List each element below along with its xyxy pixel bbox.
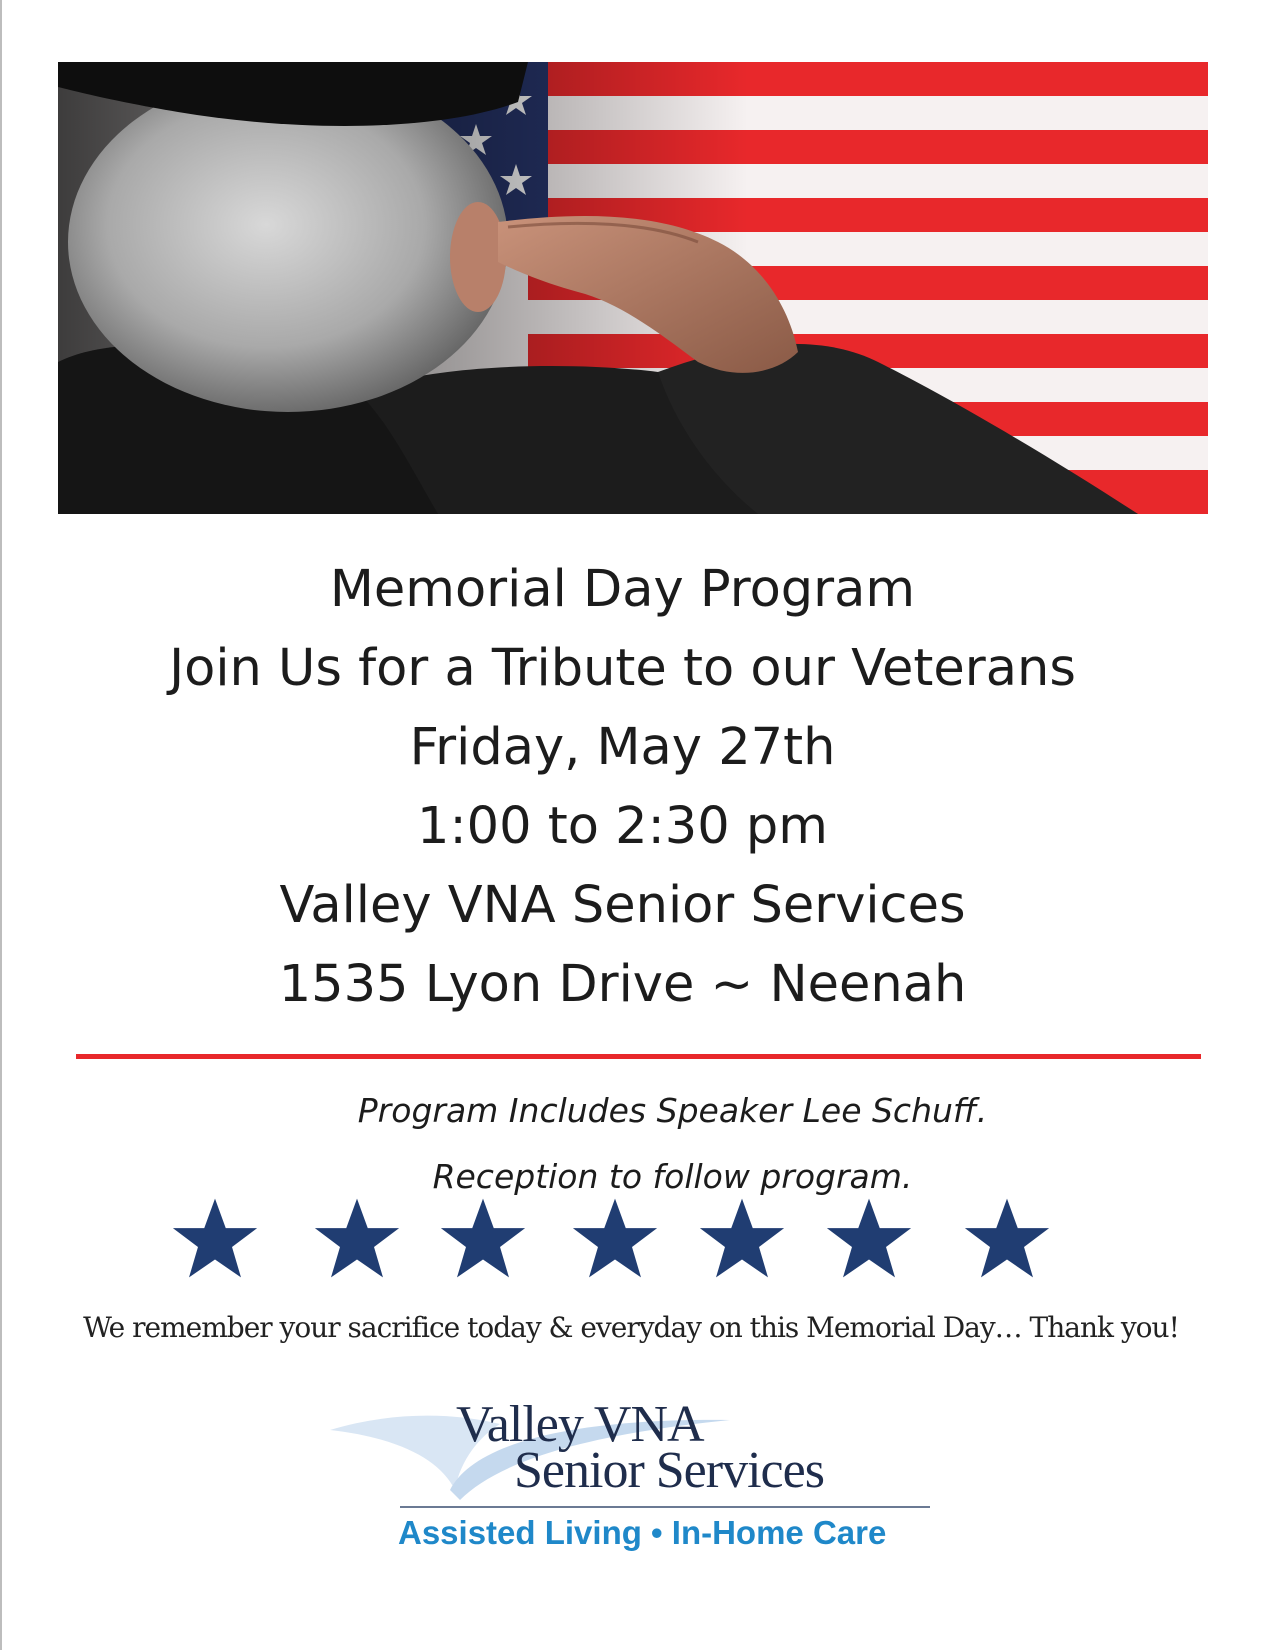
logo-tagline: Assisted Living • In-Home Care xyxy=(398,1514,887,1551)
program-notes xyxy=(0,1078,1275,1210)
star-icon xyxy=(170,1195,260,1281)
thank-you-message: We remember your sacrifice today & everyday on this Memorial Day… Thank you! xyxy=(83,1311,1179,1344)
star-icon xyxy=(824,1195,914,1281)
star-icon xyxy=(570,1195,660,1281)
star-icon xyxy=(697,1195,787,1281)
event-time: 1:00 to 2:30 pm xyxy=(417,797,828,856)
valley-vna-logo xyxy=(330,1390,940,1565)
speaker-note: Program Includes Speaker Lee Schuff. xyxy=(357,1091,988,1130)
logo-divider xyxy=(400,1506,930,1508)
event-date: Friday, May 27th xyxy=(409,718,836,777)
event-subtitle: Join Us for a Tribute to our Veterans xyxy=(169,639,1076,698)
event-venue: Valley VNA Senior Services xyxy=(279,876,966,935)
event-title: Memorial Day Program xyxy=(329,560,916,619)
hero-photo xyxy=(58,62,1208,514)
logo-name-line1: Valley VNA xyxy=(456,1396,704,1453)
star-icon xyxy=(438,1195,528,1281)
event-details xyxy=(0,550,1245,1024)
star-icon xyxy=(312,1195,402,1281)
star-icon xyxy=(962,1195,1052,1281)
veteran-salute-flag-illustration xyxy=(58,62,1208,514)
reception-note: Reception to follow program. xyxy=(432,1157,913,1196)
star-row xyxy=(170,1195,1100,1285)
logo-name-line2: Senior Services xyxy=(514,1442,824,1499)
red-divider xyxy=(76,1054,1201,1059)
event-address: 1535 Lyon Drive ~ Neenah xyxy=(278,955,967,1014)
